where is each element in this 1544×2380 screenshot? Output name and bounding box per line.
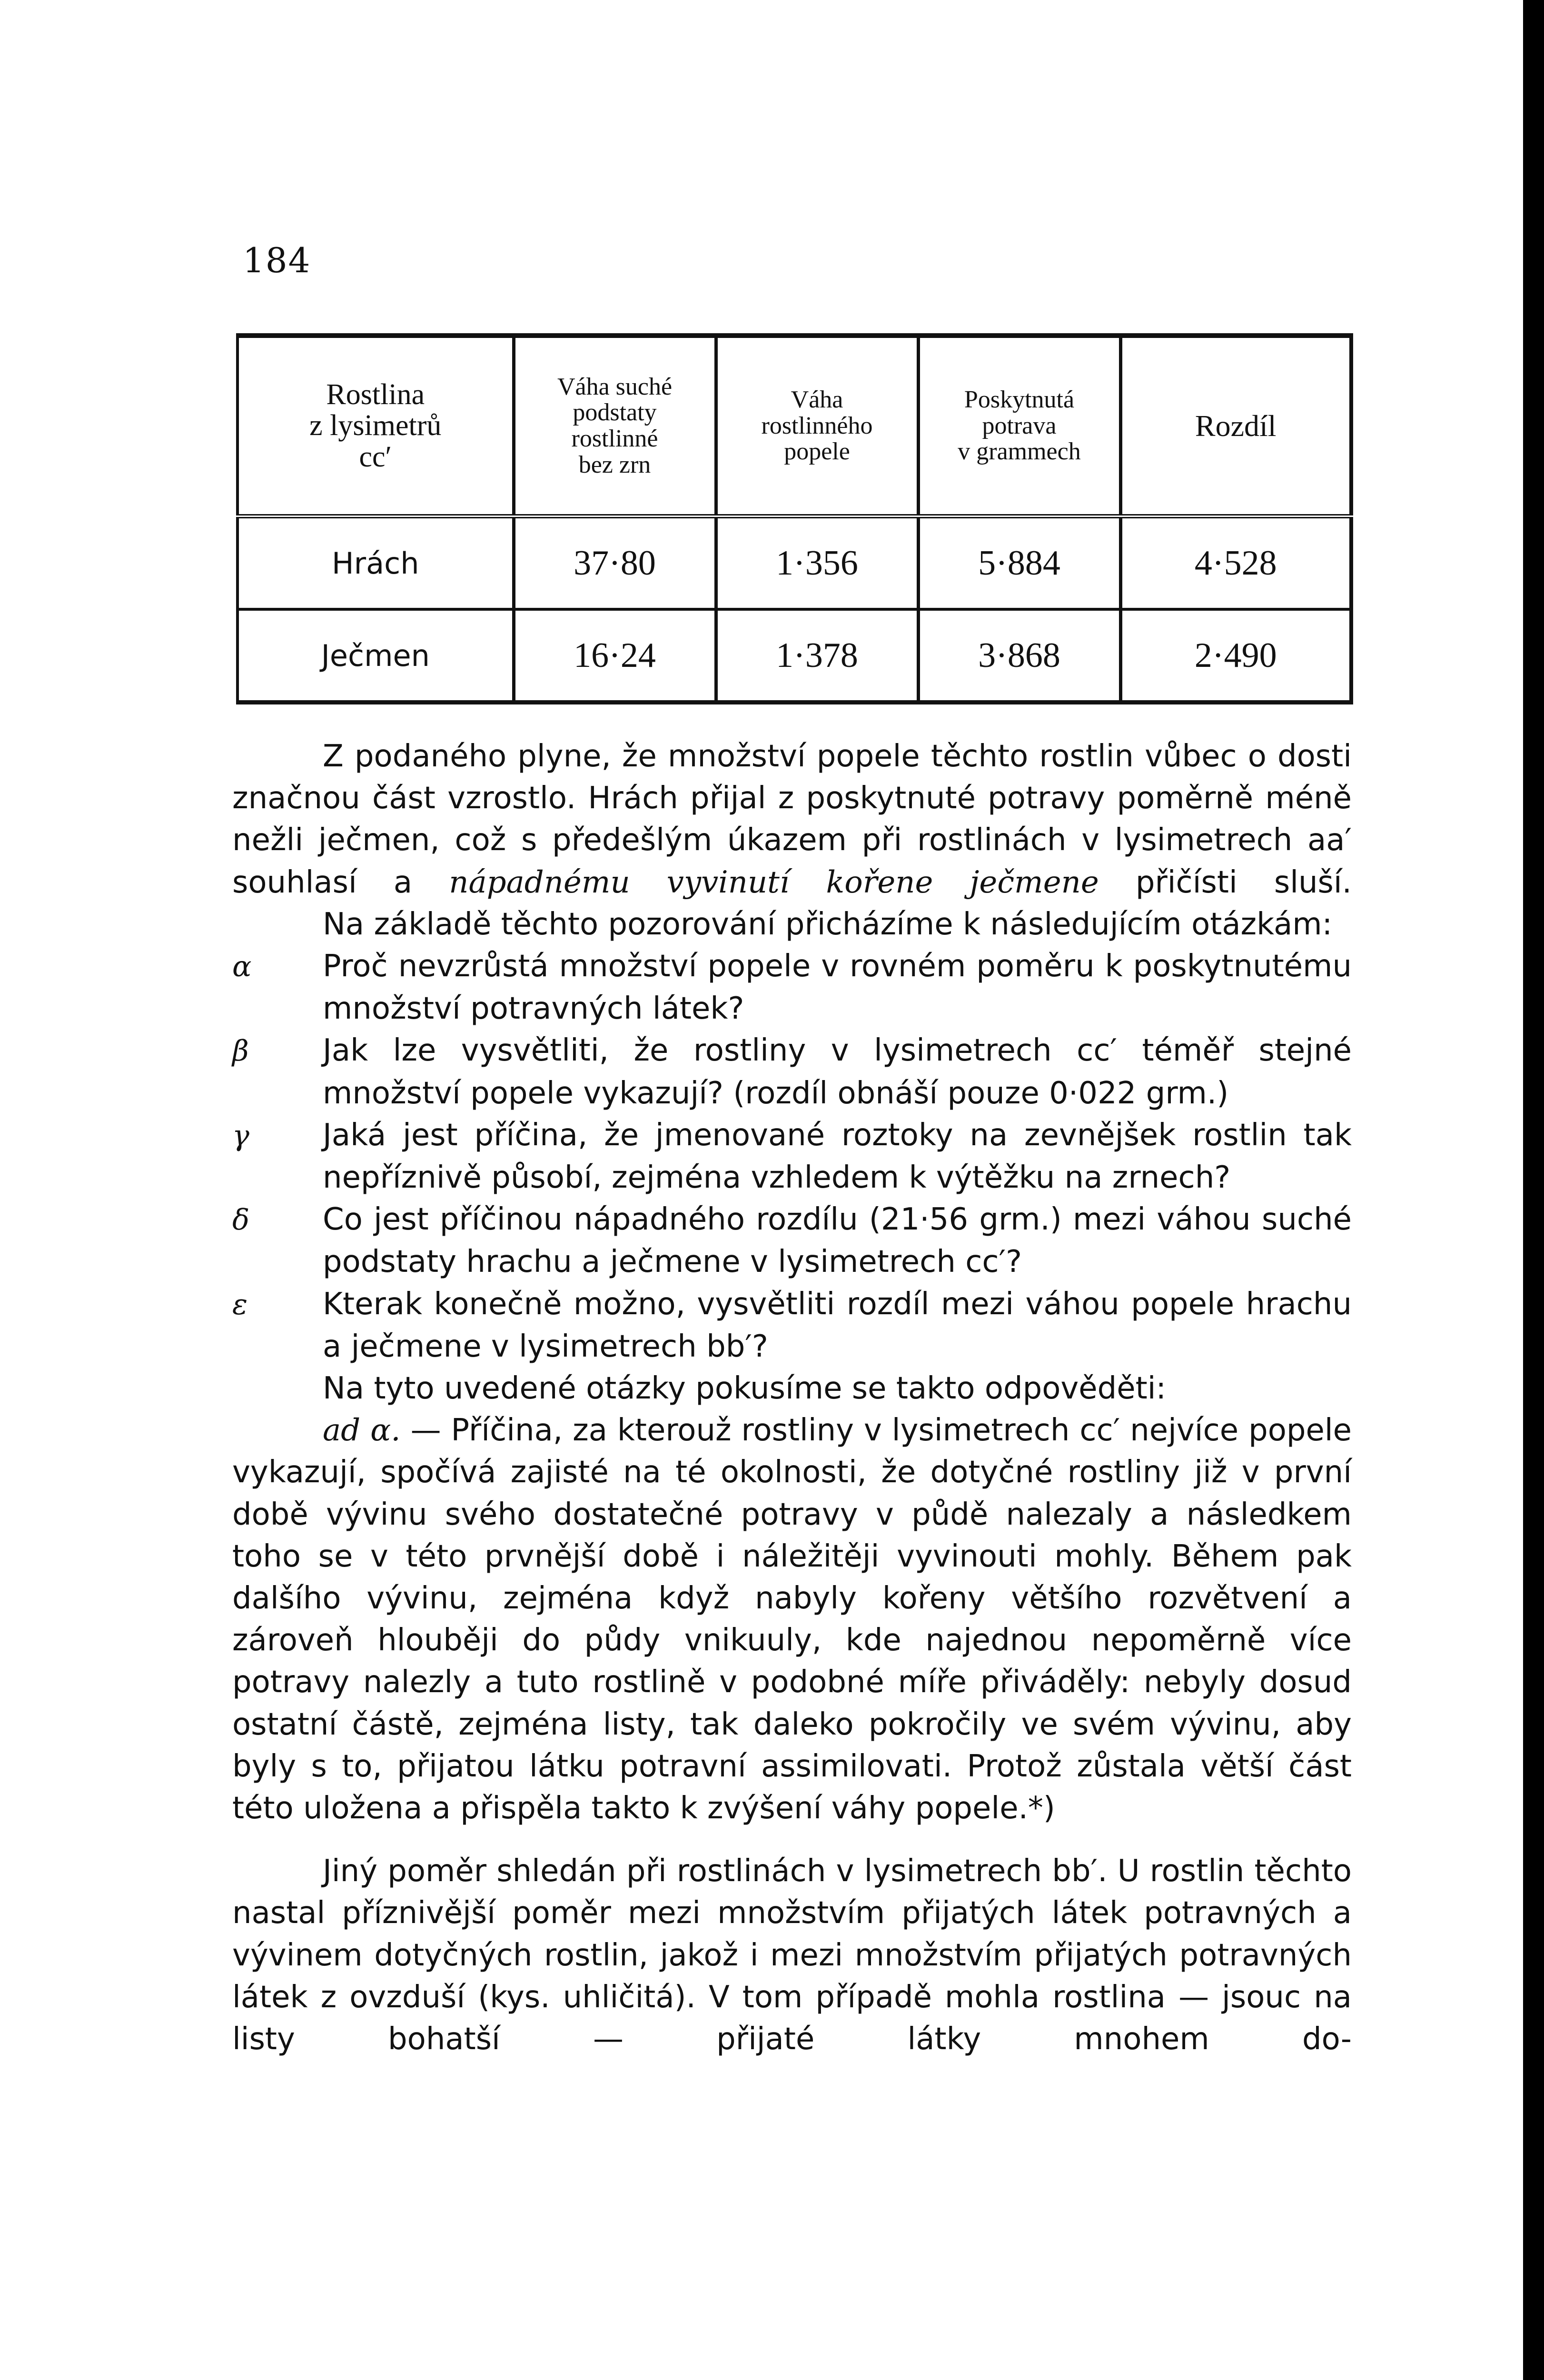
paragraph: ad α. — Příčina, za kterouž rostliny v lysimetrech cc′ nejvíce popele vykazují, spočívá zajisté na té okolnosti, že dotyčné rostliny již v první době vývinu svého dostatečné potravy v půdě nalezaly a následkem toho se v této prvnější době i náležitěji vyvinouti mohly. Během pak dalšího vývinu, zejména když nabyly kořeny většího rozvětvení a zároveň hlouběji do půdy vnikuuly, kde najednou nepoměrně více potravy nalezly a tuto rostlině v podobné míře přiváděly: nebyly dosud ostatní částě, zejména listy, tak daleko pokročily ve svém vývinu, aby byly s to, přijatou látku potravní assimilovati. Protož zůstala větší část této uložena a přispěla takto k zvýšení váhy popele.*) <box>232 1413 1352 1826</box>
header-food-provided: Poskytnutá potrava v grammech <box>918 336 1120 516</box>
page-edge-bar <box>1523 0 1544 2380</box>
cell-difference: 4·528 <box>1120 516 1351 610</box>
paragraph: Na tyto uvedené otázky pokusíme se takto odpověděti: <box>323 1371 1167 1407</box>
data-table-container <box>236 333 1350 704</box>
question-item: β Jak lze vysvětliti, že rostliny v lysimetrech cc′ téměř stejné množství popele vykazují? (rozdíl obnáší pouze 0·022 grm.) <box>232 1030 1352 1114</box>
paragraph: Na základě těchto pozorování přicházíme k následujícím otázkám: <box>323 906 1333 942</box>
cell-plant: Hrách <box>238 516 514 610</box>
header-ash-weight: Váha rostlinného popele <box>716 336 918 516</box>
question-mark: β <box>232 1034 249 1068</box>
cell-food-provided: 3·868 <box>918 609 1120 703</box>
cell-difference: 2·490 <box>1120 609 1351 703</box>
emphasis: nápadnému vyvinutí kořene ječmene <box>449 864 1099 900</box>
question-mark: δ <box>232 1203 250 1237</box>
cell-food-provided: 5·884 <box>918 516 1120 610</box>
data-table <box>236 333 1353 704</box>
header-plant: Rostlina z lysimetrů cc′ <box>238 336 514 516</box>
table-row <box>238 609 1351 703</box>
question-item: δ Co jest příčinou nápadného rozdílu (21·56 grm.) mezi váhou suché podstaty hrachu a ječmene v lysimetrech cc′? <box>232 1199 1352 1283</box>
cell-ash-weight: 1·356 <box>716 516 918 610</box>
paragraph: Jiný poměr shledán při rostlinách v lysimetrech bb′. U rostlin těchto nastal příznivější poměr mezi množstvím přijatých látek potravných a vývinem dotyčných rostlin, jakož i mezi množstvím přijatých potravných látek z ovzduší (kys. uhličitá). V tom případě mohla rostlina — jsouc na listy bohatší — přijaté látky mnohem do- <box>232 1854 1352 2057</box>
page-number: 184 <box>243 240 311 280</box>
body-text <box>232 735 1352 2060</box>
header-difference: Rozdíl <box>1120 336 1351 516</box>
cell-dry-weight: 37·80 <box>514 516 716 610</box>
question-mark: γ <box>232 1119 249 1152</box>
cell-dry-weight: 16·24 <box>514 609 716 703</box>
answer-label: ad α. <box>323 1413 401 1448</box>
paragraph: Z podaného plyne, že množství popele těchto rostlin vůbec o dosti značnou část vzrostlo. Hrách přijal z poskytnuté potravy poměrně méně nežli ječmen, což s předešlým úkazem při rostlinách v lysimetrech aa′ souhlasí a nápadnému vyvinutí kořene ječmene přičísti sluší. <box>232 739 1352 900</box>
table-row <box>238 516 1351 610</box>
question-mark: ε <box>232 1288 248 1321</box>
question-item: γ Jaká jest příčina, že jmenované roztoky na zevnějšek rostlin tak nepříznivě působí, zejména vzhledem k výtěžku na zrnech? <box>232 1114 1352 1199</box>
table-header-row <box>238 336 1351 516</box>
question-item: α Proč nevzrůstá množství popele v rovném poměru k poskytnutému množství potravných látek? <box>232 945 1352 1030</box>
cell-plant: Ječmen <box>321 638 430 673</box>
question-item: ε Kterak konečně možno, vysvětliti rozdíl mezi váhou popele hrachu a ječmene v lysimetrech bb′? <box>232 1283 1352 1368</box>
header-dry-weight: Váha suché podstaty rostlinné bez zrn <box>514 336 716 516</box>
question-mark: α <box>232 950 252 984</box>
cell-ash-weight: 1·378 <box>716 609 918 703</box>
